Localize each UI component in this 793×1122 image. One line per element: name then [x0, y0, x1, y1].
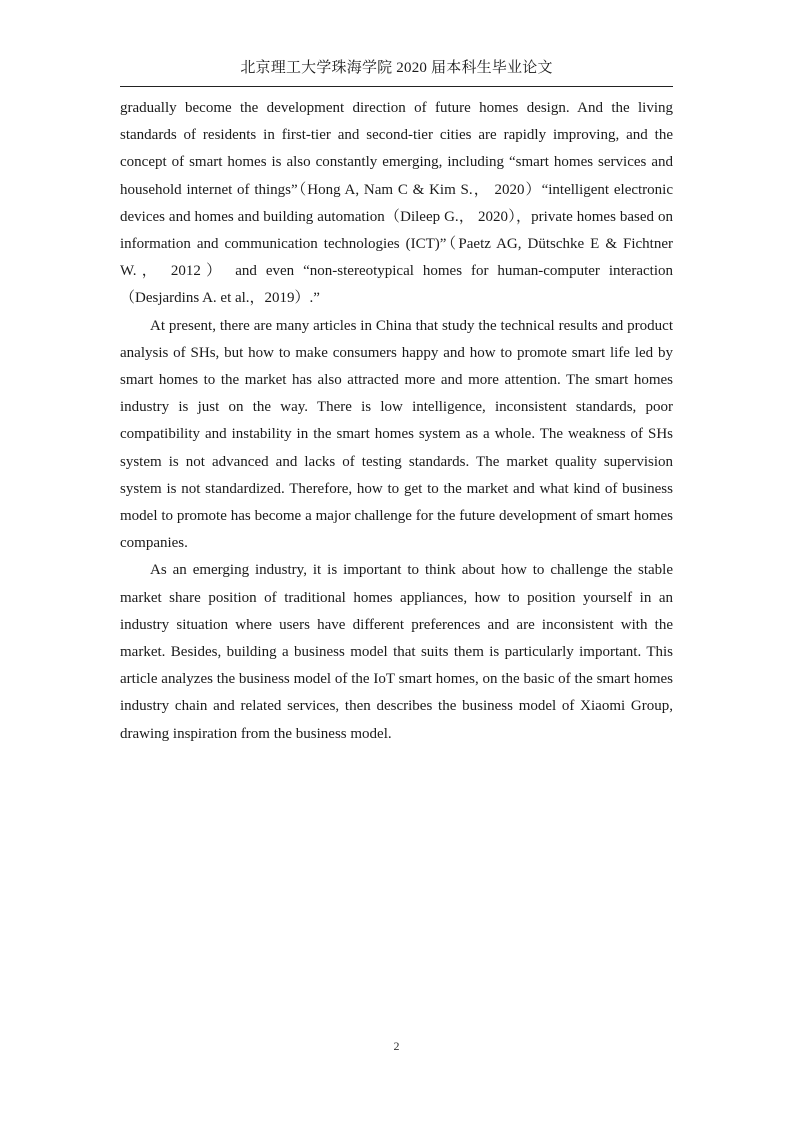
body-text: [120, 95, 673, 748]
page-number: 2: [393, 1039, 400, 1053]
header-rule: [120, 86, 673, 87]
running-header: 北京理工大学珠海学院 2020 届本科生毕业论文: [240, 60, 553, 76]
paragraph-present-research: At present, there are many articles in China that study the technical results and product analysis of SHs, but how to make consumers happy and how to promote smart life led by smart homes to the market has also attracted more and more attention. The smart homes industry is just on the way. There is low intelligence, inconsistent standards, poor compatibility and instability in the smart homes system as a whole. The weakness of SHs system is not advanced and lacks of testing standards. The market quality supervision system is not standardized. Therefore, how to get to the market and what kind of business model to promote has become a major challenge for the future development of smart homes companies.: [120, 317, 673, 552]
paragraph-continued: gradually become the development direction of future homes design. And the living standards of residents in first-tier and second-tier cities are rapidly improving, and the concept of smart homes is also constantly emerging, including “smart homes services and household internet of things”（Hong A, Nam C & Kim S.， 2020）“intelligent electronic devices and homes and building automation（Dileep G.， 2020），private homes based on information and communication technologies (ICT)”（Paetz AG, Dütschke E & Fichtner W.， 2012） and even “non-stereotypical homes for human-computer interaction （Desjardins A. et al.，2019）.”: [120, 100, 673, 307]
paragraph-emerging-industry: As an emerging industry, it is important to think about how to challenge the stable market share position of traditional homes appliances, how to position yourself in an industry situation where users have different preferences and are inconsistent with the market. Besides, building a business model that suits them is particularly important. This article analyzes the business model of the IoT smart homes, on the basic of the smart homes industry chain and related services, then describes the business model of Xiaomi Group, drawing inspiration from the business model.: [120, 562, 673, 742]
